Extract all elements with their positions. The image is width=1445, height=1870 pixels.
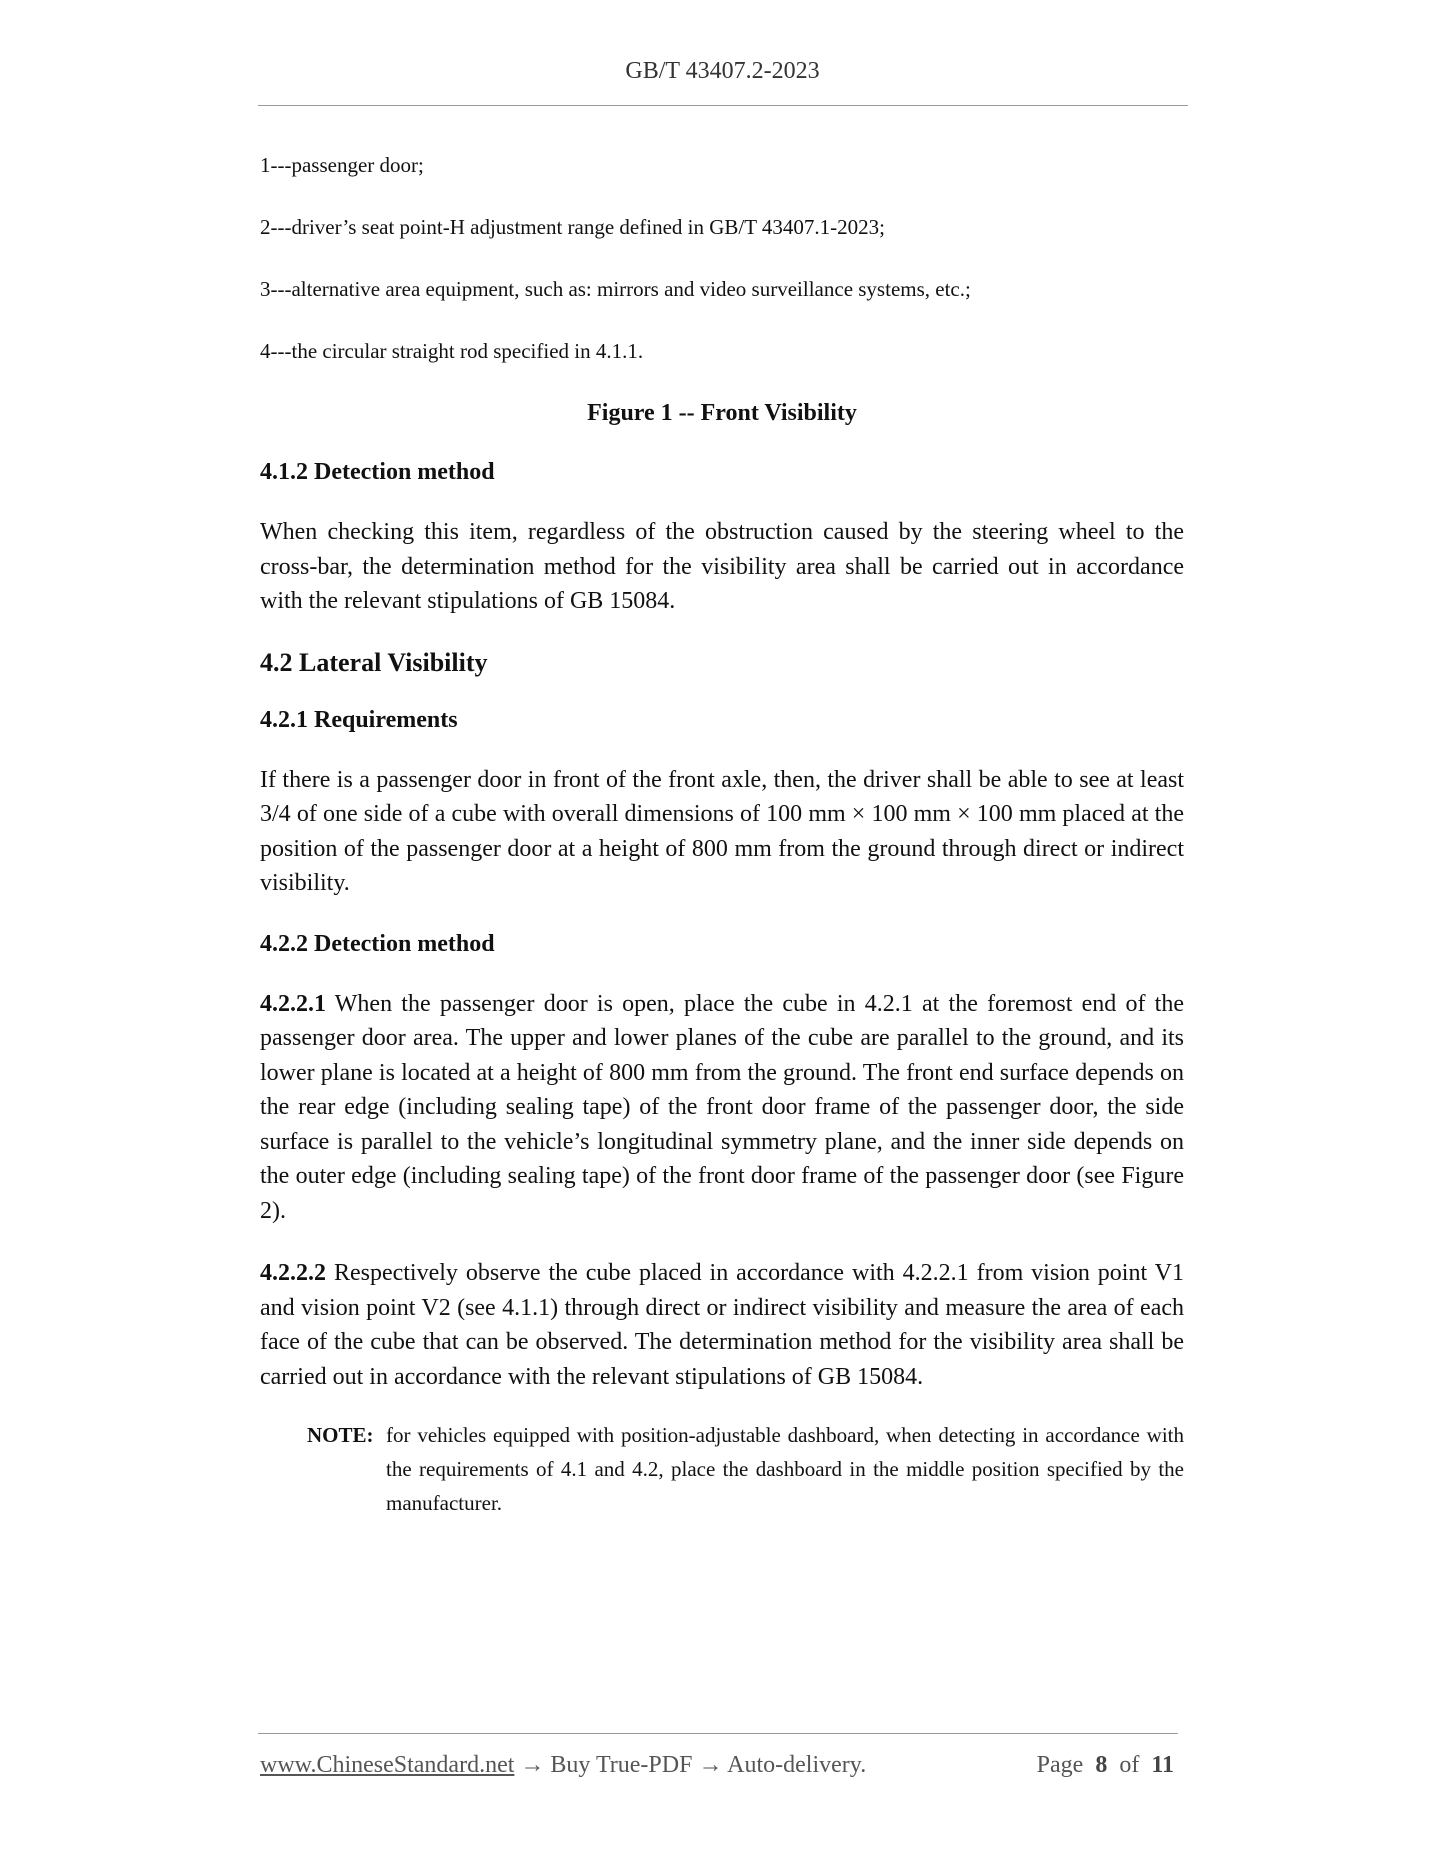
page-label: Page xyxy=(1036,1752,1084,1778)
arrow-right-icon: → xyxy=(520,1752,545,1778)
paragraph-4-2-2-1 xyxy=(260,987,1184,1229)
note-block xyxy=(260,1418,1184,1520)
paragraph-4-1-2: When checking this item, regardless of the obstruction caused by the steering wheel to the cross-bar, the determination method for the visibility area shall be carried out in accordance with the relevant stipulations of GB 15084. xyxy=(260,519,1184,614)
total-page-count: 11 xyxy=(1151,1752,1174,1778)
arrow-right-icon: → xyxy=(698,1752,723,1778)
footer-divider xyxy=(258,1733,1178,1734)
document-code-header: GB/T 43407.2-2023 xyxy=(625,58,820,84)
of-label: of xyxy=(1119,1752,1140,1778)
clause-heading-4-1-2: 4.1.2 Detection method xyxy=(260,459,495,485)
clause-heading-4-2-1: 4.2.1 Requirements xyxy=(260,706,458,733)
website-link[interactable]: www.ChineseStandard.net xyxy=(260,1752,515,1778)
page-indicator xyxy=(1037,1752,1174,1779)
paragraph-4-2-2-2 xyxy=(260,1256,1184,1394)
figure-legend-item-4: 4---the circular straight rod specified in 4.1.1. xyxy=(260,339,644,363)
auto-delivery-text: Auto-delivery. xyxy=(727,1752,867,1778)
paragraph-4-2-2-2-text: Respectively observe the cube placed in accordance with 4.2.2.1 from vision point V1 and vision point V2 (see 4.1.1) through direct or indirect visibility and measure the area of each face of the cube that can be observed. The determination method for the visibility area shall be carried out in accordance with the relevant stipulations of GB 15084. xyxy=(260,1260,1184,1390)
note-label: NOTE: xyxy=(307,1423,374,1447)
figure-caption: Figure 1 -- Front Visibility xyxy=(587,400,857,426)
buy-true-pdf-text: Buy True-PDF xyxy=(550,1752,693,1778)
figure-legend-item-2: 2---driver’s seat point-H adjustment range defined in GB/T 43407.1-2023; xyxy=(260,215,886,239)
paragraph-4-2-1: If there is a passenger door in front of the front axle, then, the driver shall be able to see at least 3/4 of one side of a cube with overall dimensions of 100 mm × 100 mm × 100 mm placed at the position of the passenger door at a height of 800 mm from the ground through direct or indirect visibility. xyxy=(260,766,1184,896)
clause-number-4-2-2-1: 4.2.2.1 xyxy=(260,990,326,1017)
figure-legend-item-3: 3---alternative area equipment, such as: mirrors and video surveillance systems, etc.; xyxy=(260,277,971,301)
header-divider xyxy=(258,105,1188,106)
paragraph-4-2-2-1-text: When the passenger door is open, place the cube in 4.2.1 at the foremost end of the passenger door area. The upper and lower planes of the cube are parallel to the ground, and its lower plane is located at a height of 800 mm from the ground. The front end surface depends on the rear edge (including sealing tape) of the front door frame of the passenger door, the side surface is parallel to the vehicle’s longitudinal symmetry plane, and the inner side depends on the outer edge (including sealing tape) of the front door frame of the passenger door (see Figure 2). xyxy=(260,990,1184,1224)
current-page-number: 8 xyxy=(1095,1752,1108,1778)
note-text: for vehicles equipped with position-adjustable dashboard, when detecting in accordance with the requirements of 4.1 and 4.2, place the dashboard in the middle position specified by the manufacturer. xyxy=(386,1423,1184,1515)
clause-number-4-2-2-2: 4.2.2.2 xyxy=(260,1260,326,1286)
figure-legend-item-1: 1---passenger door; xyxy=(260,153,424,177)
clause-heading-4-2-2: 4.2.2 Detection method xyxy=(260,930,495,957)
page-footer xyxy=(260,1752,1180,1786)
page-content xyxy=(260,150,1184,1520)
section-heading-4-2: 4.2 Lateral Visibility xyxy=(260,647,488,677)
